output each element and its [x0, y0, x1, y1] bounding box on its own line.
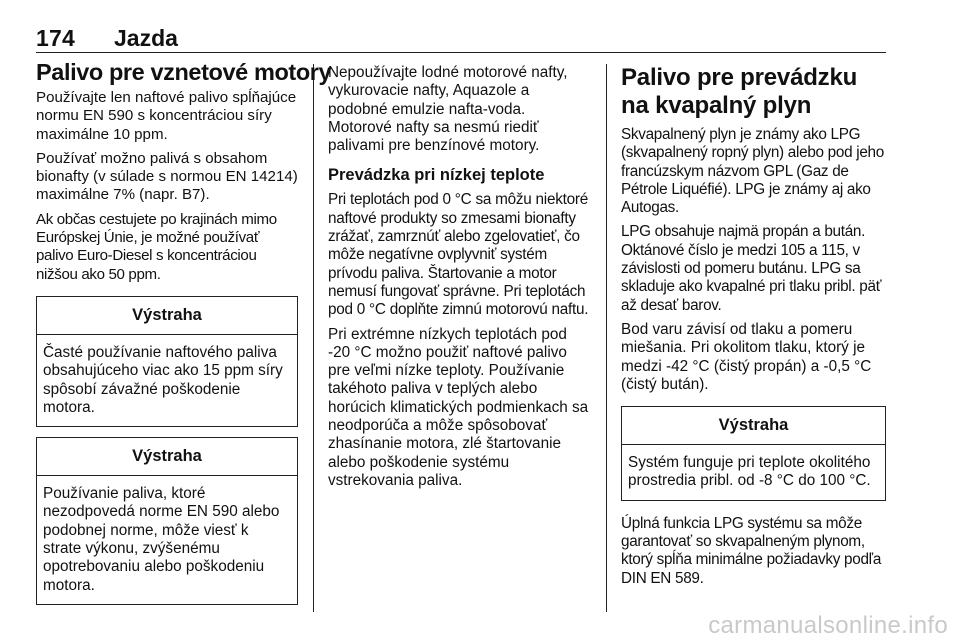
column-2 — [328, 64, 591, 496]
watermark: carmanualsonline.info — [708, 612, 948, 639]
subsection-heading: Prevádzka pri nízkej teplote — [328, 166, 545, 185]
paragraph: Pri teplotách pod 0 °C sa môžu niektoré naftové produkty so zmesami bionafty zrážať, zamrznúť alebo zgelovatieť, čo môže negatívne ovplyvniť systém prívodu paliva. Štartovanie a motor nemusí fungovať správne. Pri teplotách pod 0 °C doplňte zimnú motorovú naftu. — [328, 191, 589, 319]
warning-text: Časté používanie naftového paliva obsahujúceho viac ako 15 ppm síry spôsobí závažné poškodenie motora. — [43, 343, 283, 416]
warning-box — [36, 296, 298, 427]
paragraph: Bod varu závisí od tlaku a pomeru miešania. Pri okolitom tlaku, ktorý je medzi -42 °C (čistý propán) a -0,5 °C (čistý bután). — [621, 320, 872, 393]
section-title-lpg: Palivo pre prevádzku na kvapalný plyn — [621, 64, 858, 119]
chapter-title: Jazda — [114, 25, 178, 51]
warning-text: Používanie paliva, ktoré nezodpovedá norme EN 590 alebo podobnej norme, môže viesť k strate výkonu, zvýšenému opotrebovaniu alebo poškodeniu motora. — [43, 485, 280, 594]
page-number: 174 — [36, 25, 75, 51]
paragraph: Nepoužívajte lodné motorové nafty, vykurovacie nafty, Aquazole a podobné emulzie nafta-voda. Motorové nafty sa nesmú riediť palivami pre benzínové motory. — [328, 64, 568, 155]
warning-title: Výstraha — [37, 297, 297, 335]
paragraph: Úplná funkcia LPG systému sa môže garantovať so skvapalneným plynom, ktorý spĺňa minimálne požiadavky podľa DIN EN 589. — [621, 514, 882, 587]
paragraph: Skvapalnený plyn je známy ako LPG (skvapalnený ropný plyn) alebo pod jeho francúzskym názvom GPL (Gaz de Pétrole Liquéfié). LPG je známy aj ako Autogas. — [621, 126, 884, 217]
paragraph: Používajte len naftové palivo spĺňajúce normu EN 590 s koncentráciou síry maximálne 10 ppm. — [36, 89, 297, 143]
warning-text: Systém funguje pri teplote okolitého prostredia pribl. od -8 °C do 100 °C. — [628, 454, 871, 490]
section-title-diesel: Palivo pre vznetové motory — [36, 59, 332, 85]
paragraph: Pri extrémne nízkych teplotách pod -20 °C možno použiť naftové palivo pre veľmi nízke teploty. Používanie takéhoto paliva v teplých alebo horúcich klimatických podmienkach sa neodporúča a môže spôsobovať zhasínanie motora, zlé štartovanie alebo poškodenie systému vstrekovania paliva. — [328, 325, 589, 489]
warning-title: Výstraha — [37, 438, 297, 476]
warning-box — [36, 437, 298, 605]
paragraph: LPG obsahuje najmä propán a bután. Oktánové číslo je medzi 105 a 115, v závislosti od pomeru butánu. LPG sa skladuje ako kvapalné pri tlaku pribl. päť až desať barov. — [621, 223, 882, 314]
column-divider — [606, 64, 607, 612]
column-3 — [621, 64, 886, 594]
warning-title: Výstraha — [622, 407, 885, 445]
warning-box — [621, 406, 886, 501]
paragraph: Používať možno palivá s obsahom bionafty (v súlade s normou EN 14214) maximálne 7% (napr. B7). — [36, 149, 298, 204]
column-divider — [313, 64, 314, 612]
paragraph: Ak občas cestujete po krajinách mimo Európskej Únie, je možné používať palivo Euro-Diesel s koncentráciou nižšou ako 50 ppm. — [36, 210, 277, 283]
column-1 — [36, 58, 332, 615]
page-header — [36, 22, 886, 53]
